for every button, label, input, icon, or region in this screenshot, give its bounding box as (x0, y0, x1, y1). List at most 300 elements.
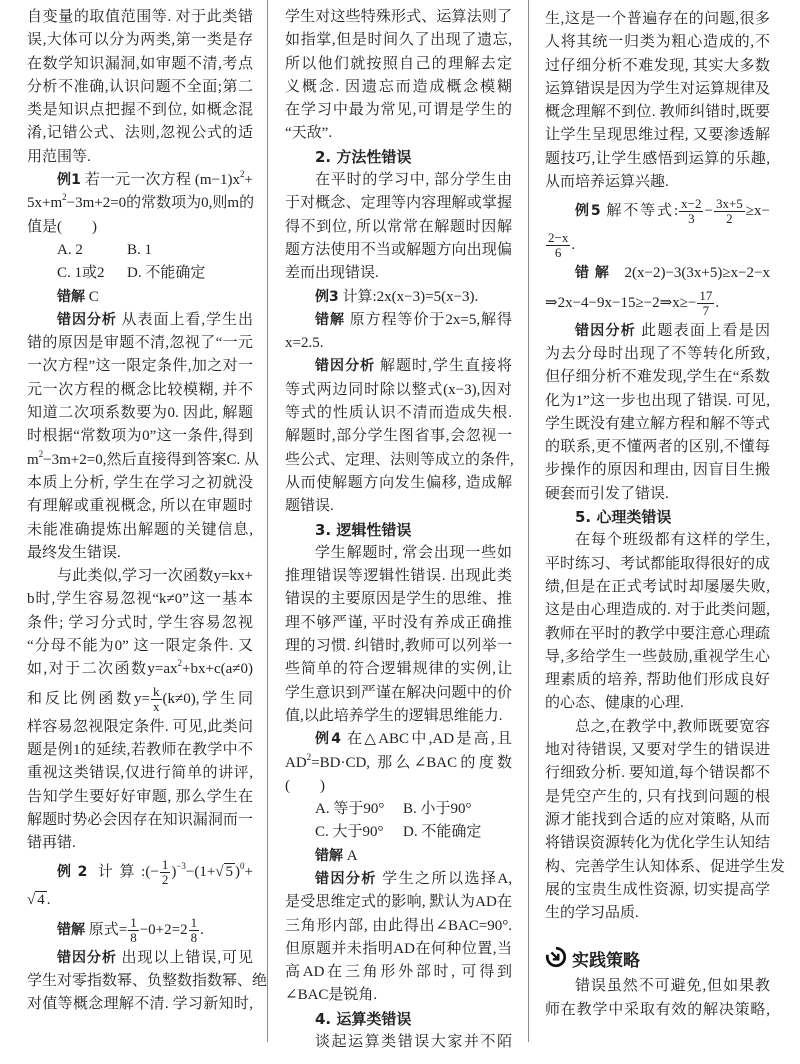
text-run: 平时练习、考试都能取得很好的成 (545, 555, 771, 572)
fraction-numerator: 1 (161, 857, 169, 873)
text-run: 对值等概念理解不清. 学习新知时, (27, 996, 253, 1013)
fraction-numerator: 1 (190, 914, 198, 930)
text-column-middle (285, 6, 512, 1054)
label-bold: 例5 (575, 203, 601, 220)
text-line (285, 53, 512, 76)
text-run: 让学生呈现思维过程, 又要渗透解 (545, 127, 770, 144)
fraction (697, 289, 714, 318)
text-line (285, 961, 512, 984)
text-run: 值,以此培养学生的逻辑思维能力. (285, 707, 503, 724)
circle-arrow-icon (545, 946, 572, 977)
text-run: 在数学知识漏洞,如审题不清,考点 (27, 55, 253, 72)
text-line (285, 402, 512, 425)
text-run: 2(x−2)−3(3x+5)≥x−2−x (614, 265, 770, 282)
text-line (545, 999, 770, 1022)
text-line (27, 169, 253, 192)
text-line (27, 588, 253, 611)
paragraph (545, 194, 770, 262)
square-root (215, 863, 235, 880)
text-line (27, 332, 253, 355)
text-line (285, 891, 512, 914)
text-run: 值是( ) (27, 218, 97, 235)
text-run: 概念理解不到位. 教师纠错时,既要 (545, 104, 770, 121)
text-run: 这是由心理造成的. 对于此类问题, (545, 602, 770, 619)
text-run: . (571, 237, 576, 254)
text-line (27, 855, 253, 889)
text-run: 类是知识点把握不到位, 如概念混 (27, 102, 253, 119)
text-line (285, 332, 512, 355)
paragraph (285, 169, 512, 285)
text-run: 过仔细分析不难发现, 其实大多数 (545, 57, 770, 74)
text-run: 元一次方程的概念比较模糊, 并不 (27, 381, 253, 398)
text-run: 学生对这些特殊形式、运算法则了 (285, 9, 512, 25)
fraction-denominator: 8 (190, 929, 198, 945)
text-line (285, 99, 512, 122)
fraction-denominator: 2 (726, 211, 733, 227)
paragraph (27, 947, 268, 1017)
text-line (27, 519, 253, 542)
paragraph (545, 262, 770, 319)
text-run: 有理解或重视概念, 所以在审题时 (27, 498, 253, 515)
superscript: 2 (62, 192, 67, 203)
text-run: −3m+2=0,然后直接得到答案C. 从 (43, 451, 259, 468)
text-line (285, 449, 512, 472)
text-line (545, 171, 770, 194)
text-run: . (200, 921, 204, 938)
text-run: “分母不能为0” 这一限定条件. 又 (27, 638, 253, 655)
text-run: 导,多给学生一些鼓励,重视学生心 (545, 648, 770, 665)
text-run: 计算:(− (87, 864, 159, 881)
paragraph (27, 169, 253, 239)
text-run: 如指掌,但是时间久了出现了遗忘, (285, 32, 512, 49)
label-bold: 错因分析 (57, 949, 117, 966)
text-line (27, 6, 253, 29)
text-run: 题错误. (285, 498, 334, 515)
text-line (285, 938, 512, 961)
text-run: 在平时的学习中, 部分学生由 (315, 172, 512, 189)
square-root (27, 891, 47, 908)
text-run: 步操作的原因和理由, 因盲目生搬 (545, 462, 770, 479)
text-run: 于对概念、定理等内容理解或掌握 (285, 195, 512, 212)
text-line (285, 309, 512, 332)
text-run: 化为1”这一步也出现了错误. 可见, (545, 392, 770, 409)
text-run: . (46, 892, 51, 909)
text-run: ⇒2x−4−9x−15≥−2⇒x≥− (545, 294, 697, 311)
text-column-left (27, 6, 268, 1017)
section-heading (545, 947, 770, 975)
answer-options-row (285, 798, 512, 821)
text-line (27, 809, 253, 832)
text-run: 学生解题时, 常会出现一些如 (315, 544, 512, 561)
text-run: 为去分母时出现了不等转化所致, (545, 345, 770, 362)
text-run: 的心态、健康的心理. (545, 695, 684, 712)
text-run: AD (285, 754, 307, 771)
text-run: 但仔细分析不难发现,学生在“系数 (545, 369, 770, 386)
text-run: 告知学生要好好审题, 那么学生在 (27, 788, 253, 805)
text-line (285, 216, 512, 239)
superscript: 2 (306, 751, 312, 762)
text-run: 从而使解题方向发生偏移, 造成解 (285, 474, 512, 491)
text-run: 最终发生错误. (27, 544, 121, 561)
text-run: 高AD在三角形外部时, 可得到 (285, 964, 512, 981)
text-line (285, 379, 512, 402)
fraction (679, 197, 703, 226)
label-bold: 例1 (57, 172, 81, 189)
text-column-right (545, 8, 786, 1022)
text-line (545, 55, 770, 78)
fraction-numerator: 3x+5 (715, 196, 743, 212)
text-run: 淆,记错公式、法则,忽视公式的适 (27, 125, 253, 142)
text-run: b时,学生容易忽视“k≠0”这一基本 (27, 591, 253, 608)
label-bold: 错因分析 (575, 322, 637, 339)
text-run: 源才能找到合适的应对策略, 从而 (545, 811, 770, 828)
paragraph (545, 716, 786, 926)
text-run: 在△ABC中,AD是高,且 (341, 731, 512, 748)
text-line (545, 436, 770, 459)
answer-option: A. 等于90° (315, 801, 385, 818)
text-run: 若一元一次方程 (m−1)x (80, 172, 241, 189)
text-line (285, 728, 512, 751)
text-run: 总之,在教学中,教师既要宽容 (575, 718, 770, 735)
text-run: −(1+ (185, 864, 216, 881)
paragraph (285, 542, 512, 728)
label-bold: 例4 (315, 731, 342, 748)
section-title: 实践策略 (572, 951, 640, 972)
text-line (545, 228, 770, 262)
paragraph (545, 8, 770, 194)
text-line (545, 669, 770, 692)
superscript: 2 (177, 658, 183, 669)
text-run: 硬套而引发了错误. (545, 485, 669, 502)
paragraph (545, 975, 770, 1022)
text-line (27, 29, 253, 52)
label-bold: 错解 (315, 311, 345, 328)
text-run: 5x+m (27, 195, 63, 212)
text-line (27, 635, 253, 658)
text-line (27, 425, 253, 448)
label-bold: 错解 (57, 288, 85, 305)
text-line (285, 915, 512, 938)
text-run: ( ) (285, 777, 325, 794)
text-line (545, 194, 770, 228)
radicand: 4 (37, 892, 45, 909)
text-line (285, 565, 512, 588)
text-line (27, 762, 253, 785)
text-line (545, 366, 770, 389)
text-run: 运算错误是因为学生对运算规律及 (545, 80, 771, 97)
fraction (714, 197, 745, 226)
fraction (151, 685, 162, 714)
fraction-denominator: 8 (130, 929, 137, 945)
label-bold: 例2 (57, 864, 88, 881)
text-line (545, 262, 770, 285)
column-divider (267, 0, 268, 1042)
text-line (545, 390, 770, 413)
text-run: 等式的性质认识不清而造成失根. (285, 405, 512, 422)
text-run: “天敌”. (285, 125, 333, 142)
text-line (27, 786, 253, 809)
text-line (285, 355, 512, 378)
fraction (546, 231, 570, 260)
text-run: 学生意识到严谨在解决问题中的价 (285, 684, 512, 701)
text-line (545, 879, 770, 902)
text-run: 些简单的符合逻辑规律的实例,让 (285, 661, 512, 678)
text-run: 从而培养运算兴趣. (545, 174, 669, 191)
text-line (27, 947, 253, 970)
text-line (27, 612, 253, 635)
text-line (545, 832, 770, 855)
paragraph (285, 309, 512, 356)
text-line (285, 1031, 512, 1054)
text-run: 本质上分析, 学生在学习之初就没 (27, 474, 253, 491)
text-line (27, 53, 253, 76)
answer-option: B. 1 (127, 241, 153, 258)
text-line (285, 29, 512, 52)
text-line (27, 739, 253, 762)
text-line (27, 495, 253, 518)
text-line (27, 970, 268, 993)
text-run: m (27, 451, 39, 468)
answer-options-row (285, 821, 512, 844)
label-bold: 错因分析 (57, 311, 117, 328)
text-line (285, 76, 512, 99)
fraction-numerator: 17 (699, 287, 713, 303)
text-run: 出现以上错误,可见 (116, 949, 253, 966)
text-line (285, 682, 512, 705)
paragraph (27, 6, 253, 169)
paragraph (285, 728, 512, 798)
paragraph (285, 6, 512, 146)
paragraph (285, 868, 512, 1008)
text-line (27, 716, 253, 739)
text-run: 分析不准确,认识问题不全面;第二 (27, 78, 253, 95)
text-run: 得不到位, 所以常常在解题时因解 (285, 218, 512, 235)
text-line (545, 762, 770, 785)
text-run: 在每个班级都有这样的学生, (575, 532, 770, 549)
label-bold: 错因分析 (315, 870, 377, 887)
text-run: 错误的主要原因是学生的思维、推 (285, 591, 512, 608)
text-line (545, 31, 770, 54)
text-run: 一次方程”这一限定条件,加之对一 (27, 358, 253, 375)
text-line (545, 413, 770, 436)
answer-option: D. 不能确定 (403, 824, 482, 841)
text-run: 差而出现错误. (285, 265, 379, 282)
text-run: 解不等式: (600, 203, 679, 220)
superscript: −3 (176, 861, 186, 872)
text-run: 题方法使用不当或解题方向出现偏 (285, 241, 512, 258)
text-line (545, 483, 770, 506)
text-line (285, 495, 512, 518)
text-line (285, 705, 512, 728)
text-line (545, 529, 770, 552)
paragraph (27, 309, 259, 565)
text-run: 错的原因是审题不清,忽视了“一元 (27, 335, 253, 352)
radical-sign: √ (215, 864, 224, 881)
text-run: 从表面上看,学生出 (116, 311, 253, 328)
section-subheading: 2. 方法性错误 (315, 147, 412, 166)
text-line (545, 856, 786, 879)
paragraph (285, 1031, 512, 1054)
text-line (545, 124, 770, 147)
radical-sign: √ (27, 892, 36, 909)
text-run: 理的习惯. 纠错时,教师可以列举一 (285, 638, 512, 655)
paragraph (285, 355, 512, 518)
fraction-numerator: x−2 (681, 196, 702, 212)
text-run: 三角形内部, 由此得出∠BAC=90°. (285, 917, 512, 934)
text-run: 自变量的取值范围等. 对于此类错 (27, 9, 253, 25)
text-run: 师在教学中采取有效的解决策略, (545, 1001, 770, 1018)
text-line (285, 635, 512, 658)
fraction-denominator: x (153, 698, 160, 714)
label-bold: 错解 (57, 921, 85, 938)
text-run: 所以他们就按照自己的理解去定 (285, 55, 512, 72)
text-line (545, 786, 770, 809)
answer-option: D. 不能确定 (127, 265, 206, 282)
text-run: − (704, 203, 713, 220)
text-run: 时根据“常数项为0”这一条件,得到 (27, 428, 253, 445)
fraction-denominator: 2 (161, 872, 169, 888)
paragraph (27, 565, 253, 855)
text-line (545, 576, 770, 599)
superscript: 0 (240, 861, 245, 872)
text-run: 但原题并未指明AD在何种位置,当 (285, 940, 512, 957)
answer-options-row (27, 239, 253, 262)
paragraph (285, 845, 512, 868)
text-line (27, 286, 253, 309)
text-run: 地对待错误, 又要对学生的错误进 (545, 742, 770, 759)
text-line (285, 239, 512, 262)
text-line (27, 379, 253, 402)
paragraph (27, 286, 253, 309)
text-line (27, 542, 253, 565)
section-subheading: 3. 逻辑性错误 (315, 520, 412, 539)
text-run: 将错误资源转化为优化学生认知结 (545, 835, 771, 852)
text-run: 理不够严谨, 平时没有养成正确推 (285, 614, 512, 631)
label-bold: 错解 (575, 265, 615, 282)
text-run: 是受思维定式的影响, 默认为AD在 (285, 894, 512, 911)
text-line (27, 76, 253, 99)
text-run: 此题表面上看是因 (636, 322, 770, 339)
text-line (545, 286, 770, 320)
text-run: −0+2=2 (139, 921, 188, 938)
text-line (545, 599, 770, 622)
text-line (27, 832, 253, 855)
text-run: 构、完善学生认知体系、促进学生发 (545, 858, 786, 875)
column-divider (528, 0, 529, 1042)
text-line (285, 122, 512, 145)
text-run: 误,大体可以分为两类,第一类是存 (27, 32, 253, 49)
text-line (545, 459, 770, 482)
text-run: 重视这类错误,仅进行简单的讲评, (27, 765, 253, 782)
text-line (27, 402, 253, 425)
text-line (27, 913, 253, 947)
text-line (285, 775, 512, 798)
text-line (27, 682, 253, 716)
fraction (189, 916, 200, 945)
text-line (27, 355, 253, 378)
text-line (285, 542, 512, 565)
superscript: 2 (38, 448, 44, 459)
paragraph (285, 286, 512, 309)
text-run: 解题时,学生直接将 (375, 358, 512, 375)
text-run: 展的宝贵生成性资源, 切实提高学 (545, 881, 770, 898)
text-line (285, 612, 512, 635)
text-run: 未能准确提炼出解题的关键信息, (27, 521, 253, 538)
text-run: (k≠0),学生同 (162, 690, 253, 707)
text-line (27, 565, 253, 588)
text-line (27, 192, 253, 215)
text-run: 原式= (85, 921, 128, 938)
text-line (545, 343, 770, 366)
text-line (27, 448, 259, 472)
text-run: ≥x− (745, 203, 770, 220)
text-run: A (343, 847, 358, 864)
label-bold: 例3 (315, 288, 339, 305)
answer-option: C. 大于90° (315, 824, 384, 841)
text-run: 教师在平时的教学中要注意心理疏 (545, 625, 771, 642)
text-run: + (244, 172, 253, 189)
text-run: 的联系,更不懂两者的区别,不懂每 (545, 439, 770, 456)
text-run: 用范围等. (27, 148, 91, 165)
text-line (545, 739, 770, 762)
text-run: 推理错误等逻辑性错误. 出现此类 (285, 568, 512, 585)
text-run: 条件; 学习分式时, 学生容易忽视 (27, 614, 253, 631)
answer-option: C. 1或2 (57, 265, 105, 282)
text-line (27, 658, 253, 681)
text-line (285, 262, 512, 285)
text-line (285, 286, 512, 309)
text-run: x=2.5. (285, 335, 324, 352)
text-line (27, 122, 253, 145)
text-line (545, 975, 770, 998)
text-run: 计算:2x(x−3)=5(x−3). (338, 288, 479, 305)
text-line (545, 809, 770, 832)
text-line (285, 752, 512, 775)
text-line (545, 553, 770, 576)
paragraph (545, 320, 770, 506)
text-run: 知道二次项系数要为0. 因此, 解题 (27, 405, 253, 422)
paragraph (27, 855, 253, 912)
text-run: 是凭空产生的, 只有找到问题的根 (545, 788, 770, 805)
text-run: 理素质的培养, 帮助他们形成良好 (545, 672, 770, 689)
text-run: 错误虽然不可避免,但如果教 (575, 978, 770, 995)
text-line (285, 425, 512, 448)
text-run: 如,对于二次函数y=ax (27, 661, 178, 678)
text-run: 些公式、定理、法则等成立的条件, (285, 451, 514, 468)
text-run: −3m+2=0的常数项为0,则m的 (66, 195, 255, 212)
text-line (285, 472, 512, 495)
text-line (545, 646, 770, 669)
text-run: 学生对零指数幂、负整数指数幂、绝 (27, 972, 268, 989)
text-run: 绩,但是在正式考试时却屡屡失败, (545, 578, 770, 595)
text-line (27, 99, 253, 122)
text-run: =BD·CD, 那么∠BAC的度数 (311, 754, 512, 771)
text-run: ) (235, 864, 241, 881)
text-line (285, 192, 512, 215)
paragraph (27, 913, 253, 947)
text-run: +bx+c(a≠0) (182, 661, 253, 678)
text-line (545, 716, 770, 739)
text-line (285, 6, 512, 29)
text-run: 解题时,部分学生图省事,会忽视一 (285, 428, 512, 445)
text-line (27, 472, 253, 495)
text-line (285, 588, 512, 611)
text-line (27, 309, 253, 332)
fraction-numerator: 2−x (548, 230, 569, 246)
text-run: 生的学习品质. (545, 905, 639, 922)
paragraph (545, 529, 770, 715)
text-run: 解题时势必会因存在知识漏洞而一 (27, 811, 253, 828)
